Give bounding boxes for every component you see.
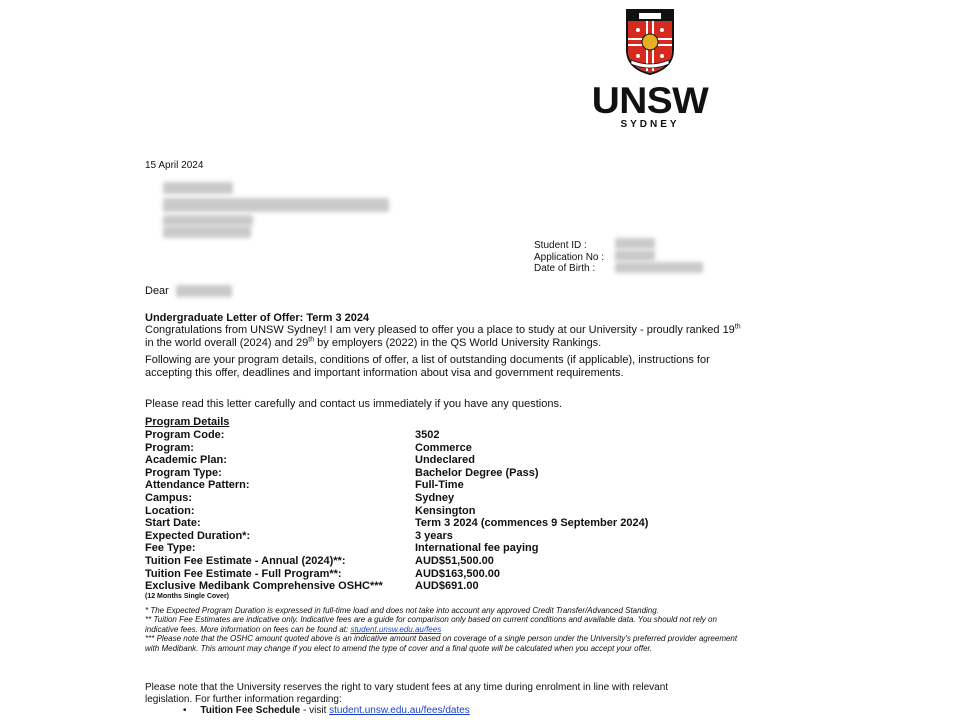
program-detail-label: Program Type:: [145, 466, 222, 479]
program-detail-value: 3502: [415, 429, 440, 441]
program-detail-label: Tuition Fee Estimate - Annual (2024)**:: [145, 554, 346, 567]
program-details-heading: Program Details: [145, 416, 230, 428]
unsw-logo: [585, 8, 715, 130]
program-detail-label: Location:: [145, 504, 195, 517]
program-detail-label: Attendance Pattern:: [145, 479, 250, 492]
following-paragraph: Following are your program details, conditions of offer, a list of outstanding documents (if applicable), instructions for accepting this offer, deadlines and important information about visa and government requirements.: [145, 354, 710, 379]
program-detail-value: Kensington: [415, 504, 476, 517]
footnote-oshc: *** Please note that the OSHC amount quoted above is an indicative amount based on coverage of a single person under the University's preferred provider agreement with Medibank. This amount may change if you elect to amend the type of cover and a final quote will be calculated when you accept your offer.: [145, 634, 738, 653]
program-detail-value: Term 3 2024 (commences 9 September 2024): [415, 517, 649, 530]
letter-subject: Undergraduate Letter of Offer: Term 3 2024: [145, 312, 370, 324]
redacted-name: [176, 285, 232, 297]
program-detail-value: 3 years: [415, 529, 453, 542]
bullet-icon: •: [183, 705, 201, 716]
dob-label: Date of Birth :: [534, 263, 596, 274]
fees-dates-link[interactable]: student.unsw.edu.au/fees/dates: [329, 705, 470, 716]
program-detail-label: Tuition Fee Estimate - Full Program**:: [145, 567, 342, 580]
program-detail-value: AUD$163,500.00: [415, 567, 501, 580]
program-detail-value: Commerce: [415, 441, 472, 454]
program-detail-value: Sydney: [415, 491, 455, 504]
program-detail-subnote: (12 Months Single Cover): [145, 593, 230, 601]
please-read-paragraph: Please read this letter carefully and contact us immediately if you have any questions.: [145, 398, 563, 410]
program-detail-label: Fee Type:: [145, 542, 196, 555]
program-detail-label: Exclusive Medibank Comprehensive OSHC***: [145, 580, 383, 593]
program-detail-label: Expected Duration*:: [145, 529, 251, 542]
program-detail-value: International fee paying: [415, 542, 539, 555]
student-id-label: Student ID :: [534, 240, 587, 251]
application-no-label: Application No :: [534, 251, 605, 263]
logo-wordmark: UNSW: [591, 80, 709, 121]
program-detail-value: AUD$51,500.00: [415, 554, 494, 567]
program-detail-label: Start Date:: [145, 517, 201, 530]
letter-date: 15 April 2024: [145, 160, 204, 171]
program-detail-value: AUD$691.00: [415, 580, 479, 593]
salutation: [145, 285, 169, 297]
program-detail-label: Campus:: [145, 491, 193, 504]
program-detail-value: Undeclared: [415, 454, 475, 467]
bullet-fee-schedule: • Tuition Fee Schedule - visit student.unsw.edu.au/fees/dates: [183, 705, 470, 716]
program-detail-value: Full-Time: [415, 479, 464, 492]
unsw-crest-icon: [625, 8, 675, 76]
program-detail-label: Program:: [145, 441, 194, 454]
congratulations-paragraph: Congratulations from UNSW Sydney! I am very pleased to offer you a place to study at our University - proudly ranked 19th in the world overall (2024) and 29th by employers (2022) in the QS World University Rankings.: [145, 323, 741, 349]
program-detail-value: Bachelor Degree (Pass): [415, 466, 539, 479]
footnote-fees: ** Tuition Fee Estimates are indicative only. Indicative fees are a guide for comparison only based on current conditions and available data. You should not rely on indicative fees. More information on fees can be found at: student.unsw.edu.au/fees: [145, 615, 717, 634]
fees-link[interactable]: student.unsw.edu.au/fees: [350, 624, 442, 634]
salutation-text: Dear: [145, 285, 169, 297]
program-detail-label: Program Code:: [145, 429, 225, 441]
student-ids: [534, 240, 604, 275]
bullet-label: Tuition Fee Schedule: [200, 705, 301, 716]
program-detail-label: Academic Plan:: [145, 454, 227, 467]
footnotes: [145, 606, 745, 653]
logo-subtitle: SYDNEY: [620, 119, 680, 130]
footnote-duration: * The Expected Program Duration is expressed in full-time load and does not take into account any approved Credit Transfer/Advanced Standing.: [145, 606, 659, 615]
fees-note: Please note that the University reserves the right to vary student fees at any time during enrolment in line with relevant legislation. For further information regarding:: [145, 682, 669, 705]
